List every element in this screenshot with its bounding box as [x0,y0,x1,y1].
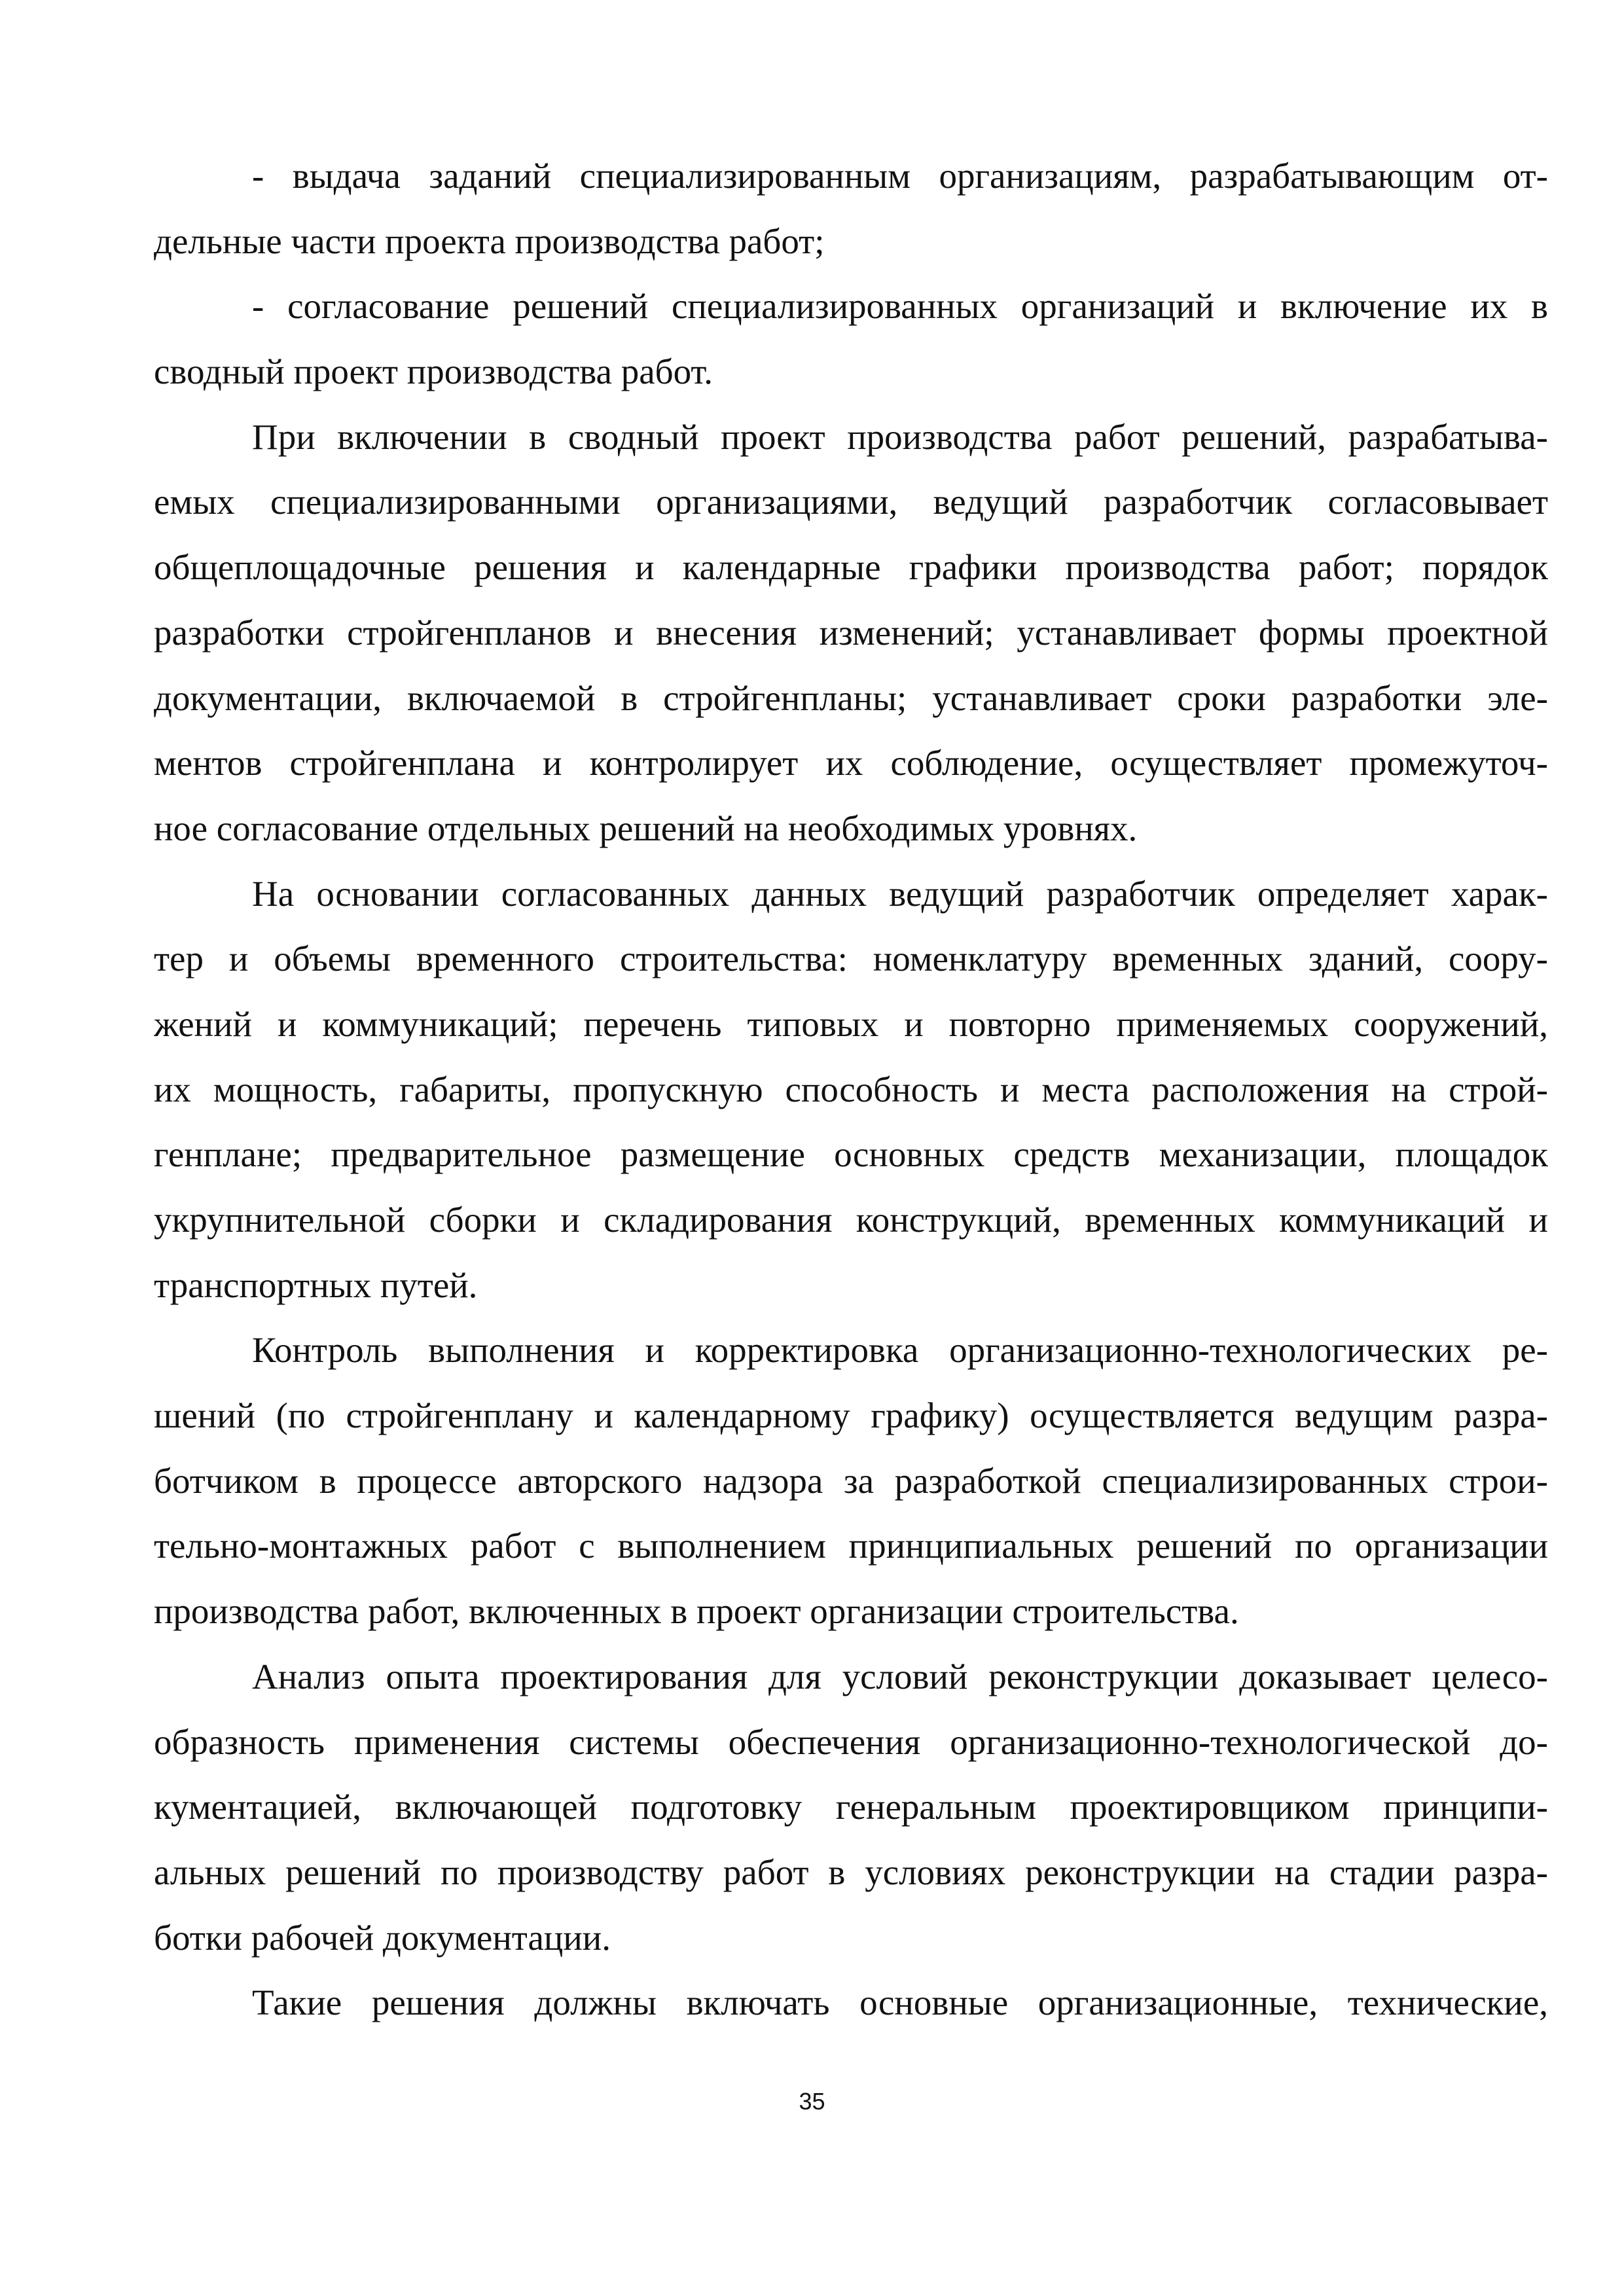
text-line: альных решений по производству работ в условиях реконструкции на стадии разра- [154,1852,1548,1892]
text-line: генплане; предварительное размещение основных средств механизации, площадок [154,1134,1548,1175]
text-line: укрупнительной сборки и складирования конструкций, временных коммуникаций и [154,1200,1548,1240]
text-line: Контроль выполнения и корректировка организационно-технологических ре- [252,1330,1548,1371]
text-line: сводный проект производства работ. [154,351,713,392]
body-text [154,156,1548,2048]
text-line: При включении в сводный проект производства работ решений, разрабатыва- [252,416,1548,457]
text-line: ботки рабочей документации. [154,1917,611,1958]
text-line: Такие решения должны включать основные организационные, технические, [252,1982,1548,2023]
text-line: разработки стройгенпланов и внесения изменений; устанавливает формы проектной [154,612,1548,653]
text-line: их мощность, габариты, пропускную способность и места расположения на строй- [154,1069,1548,1109]
text-line: тельно-монтажных работ с выполнением принципиальных решений по организации [154,1526,1548,1566]
text-line: образность применения системы обеспечения организационно-технологической до- [154,1721,1548,1762]
text-line: шений (по стройгенплану и календарному графику) осуществляется ведущим разра- [154,1395,1548,1436]
text-line: производства работ, включенных в проект организации строительства. [154,1591,1239,1632]
text-line: ботчиком в процессе авторского надзора за разработкой специализированных строи- [154,1460,1548,1501]
text-line: общеплощадочные решения и календарные графики производства работ; порядок [154,547,1548,588]
text-line: - выдача заданий специализированным организациям, разрабатывающим от- [252,156,1548,196]
text-line: На основании согласованных данных ведущий разработчик определяет харак- [252,873,1548,914]
text-line: ное согласование отдельных решений на необходимых уровнях. [154,808,1138,848]
text-line: - согласование решений специализированных организаций и включение их в [252,286,1548,327]
text-line: Анализ опыта проектирования для условий реконструкции доказывает целесо- [252,1656,1548,1696]
text-line: кументацией, включающей подготовку генеральным проектировщиком принципи- [154,1787,1548,1827]
text-line: емых специализированными организациями, ведущий разработчик согласовывает [154,482,1548,522]
text-line: тер и объемы временного строительства: номенклатуру временных зданий, соору- [154,939,1548,979]
text-line: жений и коммуникаций; перечень типовых и повторно применяемых сооружений, [154,1003,1548,1044]
text-line: дельные части проекта производства работ; [154,221,825,261]
text-line: ментов стройгенплана и контролирует их соблюдение, осуществляет промежуточ- [154,743,1548,783]
text-line: транспортных путей. [154,1265,478,1305]
text-line: документации, включаемой в стройгенпланы; устанавливает сроки разработки эле- [154,677,1548,718]
page-number: 35 [799,2088,825,2115]
